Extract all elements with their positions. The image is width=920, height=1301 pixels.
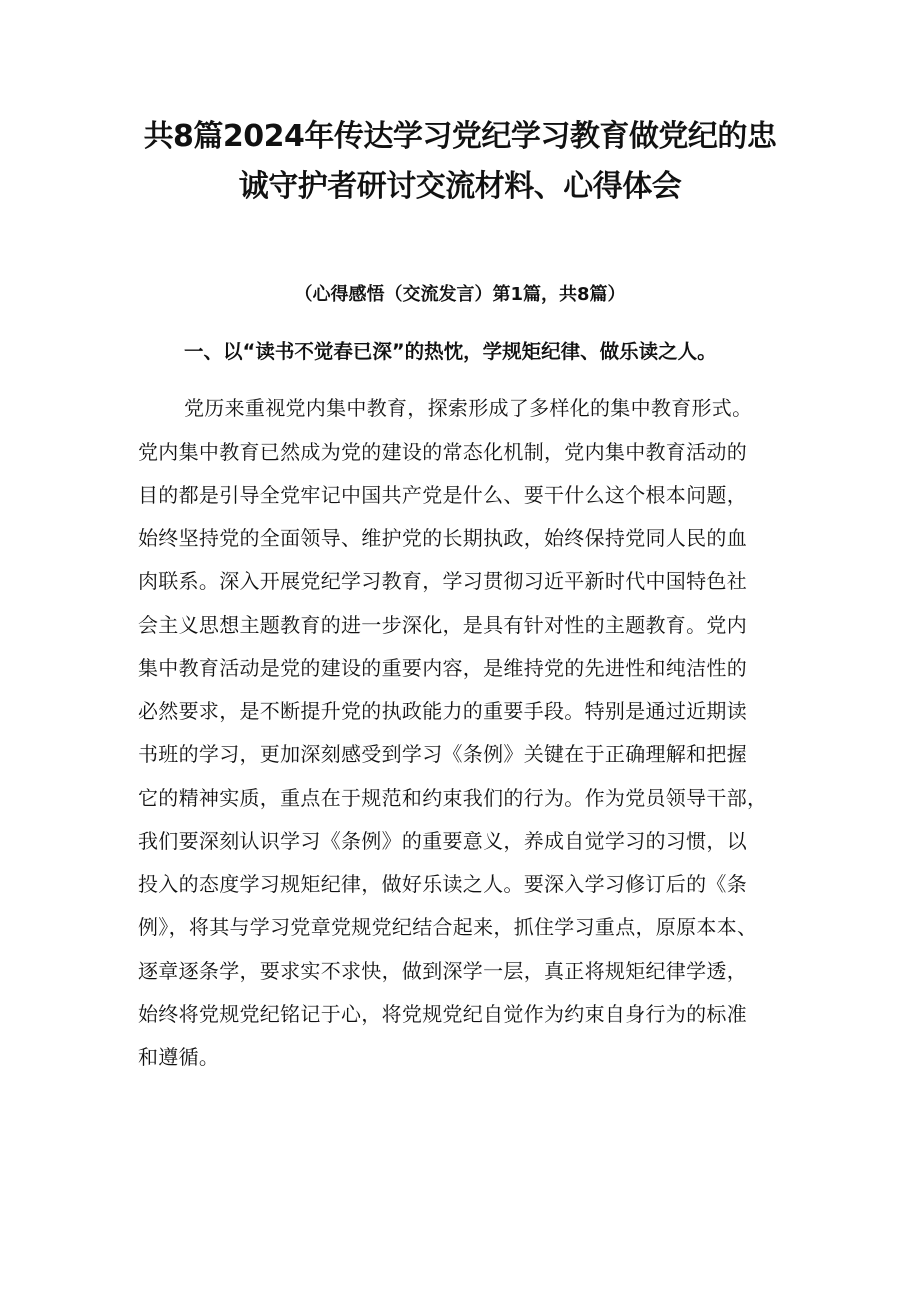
- body-line: 党内集中教育已然成为党的建设的常态化机制，党内集中教育活动的: [138, 440, 747, 464]
- document-title-line-2: 诚守护者研讨交流材料、心得体会: [238, 169, 682, 204]
- document-title-line-1: 共8篇2024年传达学习党纪学习教育做党纪的忠: [143, 119, 777, 154]
- body-line: 逐章逐条学，要求实不求快，做到深学一层，真正将规矩纪律学透，: [138, 959, 747, 983]
- section-heading: 一、以“读书不觉春已深”的热忱，学规矩纪律、做乐读之人。: [184, 340, 717, 363]
- body-line: 目的都是引导全党牢记中国共产党是什么、要干什么这个根本问题，: [138, 483, 747, 507]
- body-line: 始终将党规党纪铭记于心，将党规党纪自觉作为约束自身行为的标准: [138, 1002, 747, 1026]
- body-line: 集中教育活动是党的建设的重要内容，是维持党的先进性和纯洁性的: [138, 656, 747, 680]
- body-line: 肉联系。深入开展党纪学习教育，学习贯彻习近平新时代中国特色社: [138, 569, 747, 593]
- body-line: 我们要深刻认识学习《条例》的重要意义，养成自觉学习的习惯，以: [138, 829, 747, 853]
- body-line: 党历来重视党内集中教育，探索形成了多样化的集中教育形式。: [184, 396, 753, 420]
- body-line: 和遵循。: [138, 1045, 220, 1069]
- body-line: 书班的学习，更加深刻感受到学习《条例》关键在于正确理解和把握: [138, 742, 747, 766]
- body-line: 例》，将其与学习党章党规党纪结合起来，抓住学习重点，原原本本、: [138, 915, 758, 939]
- body-line: 始终坚持党的全面领导、维护党的长期执政，始终保持党同人民的血: [138, 526, 747, 550]
- body-line: 必然要求，是不断提升党的执政能力的重要手段。特别是通过近期读: [138, 699, 747, 723]
- body-line: 投入的态度学习规矩纪律，做好乐读之人。要深入学习修订后的《条: [138, 872, 747, 896]
- body-line: 它的精神实质，重点在于规范和约束我们的行为。作为党员领导干部，: [138, 786, 768, 810]
- body-line: 会主义思想主题教育的进一步深化，是具有针对性的主题教育。党内: [138, 613, 747, 637]
- document-subtitle: （心得感悟（交流发言）第1篇，共8篇）: [294, 284, 626, 305]
